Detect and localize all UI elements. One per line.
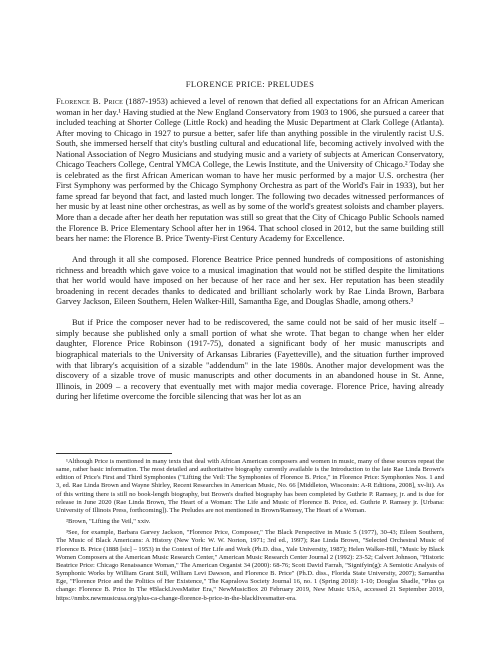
body-text [56, 96, 444, 402]
footnote-3: ³See, for example, Barbara Garvey Jackson, "Florence Price, Composer," The Black Perspective in Music 5 (1977), 30-43; Eileen Southern, The Music of Black Americans: A History (New York: W. W. Norton, 1971; 3rd ed., 1997); Rae Linda Brown, "Selected Orchestral Music of Florence B. Price (1888 [sic] – 1953) in the Context of Her Life and Work (Ph.D. diss., Yale University, 1987); Helen Walker-Hill, "Music by Black Women Composers at the American Music Research Center," American Music Research Center Journal 2 (1992): 23-52; Calvert Johnson, "Historic Beatrice Price: Chicago Renaissance Woman," The American Organist 34 (2000): 68-76; Scott David Farrah, "Signifyin(g): A Semiotic Analysis of Symphonic Works by William Grant Still, William Levi Dawson, and Florence B. Price" (Ph.D. diss., Florida State University, 2007); Samantha Ege, "Florence Price and the Politics of Her Existence," The Kapralova Society Journal 16, no. 1 (Spring 2018): 1-10; Douglas Shadle, "Plus ça change: Florence B. Price In The #BlackLivesMatter Era," NewMusicBox 20 February 2019, New Music USA, accessed 21 September 2019, https://nmbx.newmusicusa.org/plus-ca-change-florence-b-price-in-the-blacklivesmatter-era. [56, 529, 444, 602]
paragraph-3 [56, 317, 444, 401]
paragraph-text: But if Price the composer never had to be rediscovered, the same could not be said of her music itself – simply because she published only a small portion of what she wrote. That began to change when her elder daughter, Florence Price Robinson (1917-75), donated a significant body of her music manuscripts and biographical materials to the University of Arkansas Libraries (Fayetteville), and the situation further improved with that library's acquisition of a sizable "addendum" in the late 1980s. Another major development was the discovery of a sizable trove of music manuscripts and other documents in an abandoned house in St. Anne, Illinois, in 2009 – a recovery that eventually met with major media coverage. Florence Price, having already during her lifetime overcome the forcible silencing that was her lot as an [56, 317, 444, 402]
footnotes [56, 458, 444, 606]
paragraph-1 [56, 96, 444, 244]
paragraph-2 [56, 254, 444, 307]
running-head: FLORENCE PRICE: PRELUDES [185, 79, 315, 89]
footnote-rule [56, 453, 172, 454]
paragraph-text: And through it all she composed. Florence Beatrice Price penned hundreds of compositions of astonishing richness and breadth which gave voice to a musical imagination that would not be stifled despite the limitations that her world would have imposed on her because of her race and her sex. Her reputation has been steadily broadening in recent decades thanks to dedicated and brilliant scholarly work by Rae Linda Brown, Barbara Garvey Jackson, Eileen Southern, Helen Walker-Hill, Samantha Ege, and Douglas Shadle, among others.³ [56, 254, 444, 307]
paragraph-text: (1887-1953) achieved a level of renown that defied all expectations for an African American woman in her day.¹ Having studied at the New England Conservatory from 1903 to 1906, she pursued a career that included teaching at Shorter College (Little Rock) and heading the Music Department at Clark College (Atlanta). After moving to Chicago in 1927 to pursue a better, safer life than anything possible in the virulently racist U.S. South, she immersed herself that city's bustling cultural and educational life, becoming actively involved with the National Association of Negro Musicians and studying music and a variety of subjects at American Conservatory, Chicago Teachers College, Central YMCA College, the Lewis Institute, and the University of Chicago.² Today she is celebrated as the first African American woman to have her music performed by a major U.S. orchestra (her First Symphony was performed by the Chicago Symphony Orchestra as part of the World's Fair in 1933), but her fame spread far beyond that fact, and lasted much longer. The following two decades witnessed performances of her music by at least nine other orchestras, as well as by some of the world's greatest soloists and chamber players. More than a decade after her death her reputation was still so great that the City of Chicago Public Schools named the Florence B. Price Elementary School after her in 1964. That school closed in 2012, but the same building still bears her name: the Florence B. Price Twenty-First Century Academy for Excellence. [56, 96, 444, 244]
footnote-2: ²Brown, "Lifting the Veil," xxiv. [66, 518, 151, 526]
footnote-1: ¹Although Price is mentioned in many texts that deal with African American composers and women in music, many of these sources repeat the same, rather basic information. The most detailed and authoritative biography currently available is the Introduction to the late Rae Linda Brown's edition of Price's First and Third Symphonies ("Lifting the Veil: The Symphonies of Florence B. Price," in Florence Price: Symphonies Nos. 1 and 3, ed. Rae Linda Brown and Wayne Shirley, Recent Researches in American Music, No. 66 [Middleton, Wisconsin: A-R Editions, 2008], xv-lii). As of this writing there is still no book-length biography, but Brown's drafted biography has been completed by Guthrie P. Ramsey, jr. and is due for release in June 2020 (Rae Linda Brown, The Heart of a Woman: The Life and Music of Florence B. Price, ed. Guthrie P. Ramsey jr. [Urbana: University of Illinois Press, forthcoming]). The Preludes are not mentioned in Brown/Ramsey, The Heart of a Woman. [56, 458, 444, 514]
paragraph-lead: Florence B. Price [56, 96, 124, 106]
